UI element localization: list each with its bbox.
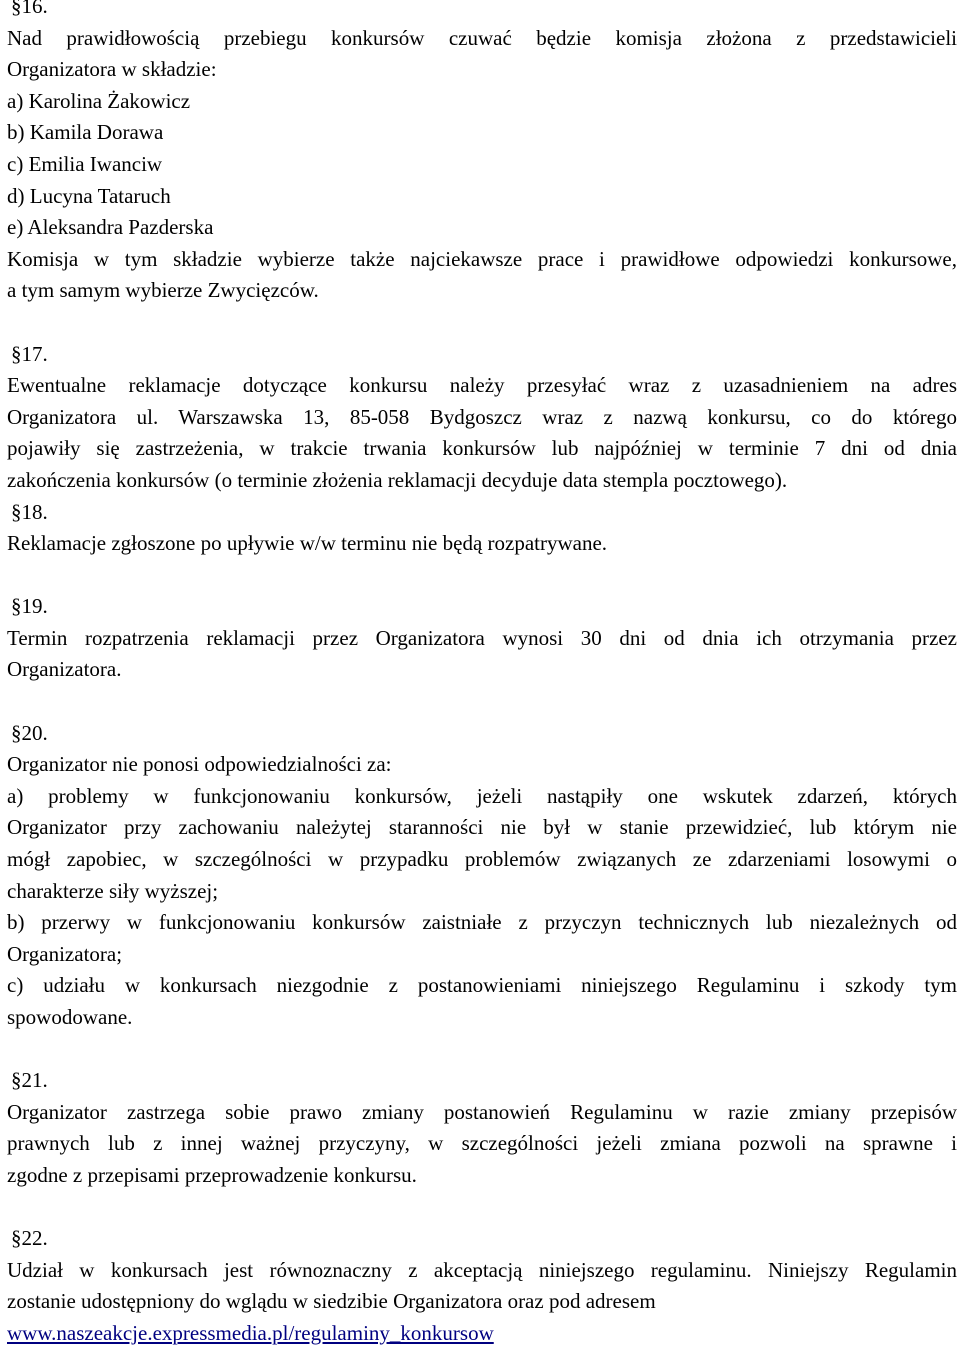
section-18-heading: §18. xyxy=(11,499,48,524)
spacer xyxy=(7,307,957,339)
section-21-line: prawnych lub z innej ważnej przyczyny, w szczególności jeżeli zmiana pozwoli na sprawne i xyxy=(7,1131,957,1156)
committee-member: d) Lucyna Tataruch xyxy=(7,183,171,208)
committee-member: a) Karolina Żakowicz xyxy=(7,88,191,113)
section-22-line: zostanie udostępniony do wglądu w siedzibie Organizatora oraz pod adresem xyxy=(7,1289,656,1314)
section-21-line: zgodne z przepisami przeprowadzenie konkursu. xyxy=(7,1162,417,1187)
section-20-heading: §20. xyxy=(11,720,48,745)
section-16-line: a tym samym wybierze Zwycięzców. xyxy=(7,278,319,303)
section-17-line: pojawiły się zastrzeżenia, w trakcie trwania konkursów lub najpóźniej w terminie 7 dni od dnia xyxy=(7,436,957,461)
section-20-line: spowodowane. xyxy=(7,1005,133,1029)
section-22-heading: §22. xyxy=(11,1226,48,1251)
spacer xyxy=(7,1192,957,1224)
section-16-line: Komisja w tym składzie wybierze także najciekawsze prace i prawidłowe odpowiedzi konkursowe, xyxy=(7,246,957,271)
regulations-link[interactable]: www.naszeakcje.expressmedia.pl/regulaminy_konkursow xyxy=(7,1320,494,1345)
section-20-line: Organizator przy zachowaniu należytej staranności nie był w stanie przewidzieć, lub którym nie xyxy=(7,815,957,840)
spacer xyxy=(7,686,957,718)
section-22-line: Udział w konkursach jest równoznaczny z akceptacją niniejszego regulaminu. Niniejszy Regulamin xyxy=(7,1257,957,1282)
section-16-line: Organizatora w składzie: xyxy=(7,57,217,82)
committee-member: e) Aleksandra Pazderska xyxy=(7,215,214,240)
section-21-line: Organizator zastrzega sobie prawo zmiany postanowień Regulaminu w razie zmiany przepisów xyxy=(7,1099,957,1124)
section-20-line: b) przerwy w funkcjonowaniu konkursów zaistniałe z przyczyn technicznych lub niezależnych od xyxy=(7,910,957,935)
spacer xyxy=(7,1034,957,1066)
committee-member: c) Emilia Iwanciw xyxy=(7,151,163,176)
section-17-heading: §17. xyxy=(11,341,48,366)
section-19-line: Organizatora. xyxy=(7,657,122,682)
section-20-line: mógł zapobiec, w szczególności w przypadku problemów związanych ze zdarzeniami losowymi o xyxy=(7,847,957,872)
section-20-line: a) problemy w funkcjonowaniu konkursów, jeżeli nastąpiły one wskutek zdarzeń, których xyxy=(7,783,957,808)
section-17-line: zakończenia konkursów (o terminie złożenia reklamacji decyduje data stempla pocztowego). xyxy=(7,467,788,492)
section-17-line: Ewentualne reklamacje dotyczące konkursu należy przesyłać wraz z uzasadnieniem na adres xyxy=(7,373,957,398)
committee-member: b) Kamila Dorawa xyxy=(7,120,164,145)
section-18-line: Reklamacje zgłoszone po upływie w/w terminu nie będą rozpatrywane. xyxy=(7,531,608,556)
section-20-line: c) udziału w konkursach niezgodnie z postanowieniami niniejszego Regulaminu i szkody tym xyxy=(7,973,957,998)
regulations-document xyxy=(7,0,957,1350)
section-20-line: Organizatora; xyxy=(7,941,123,966)
spacer xyxy=(7,560,957,592)
section-17-line: Organizatora ul. Warszawska 13, 85-058 Bydgoszcz wraz z nazwą konkursu, co do którego xyxy=(7,404,957,429)
section-19-line: Termin rozpatrzenia reklamacji przez Organizatora wynosi 30 dni od dnia ich otrzymania przez xyxy=(7,625,957,650)
section-20-line: charakterze siły wyższej; xyxy=(7,878,219,903)
section-16-heading: §16. xyxy=(11,0,48,18)
section-21-heading: §21. xyxy=(11,1068,48,1093)
section-19-heading: §19. xyxy=(11,594,48,619)
section-16-line: Nad prawidłowością przebiegu konkursów czuwać będzie komisja złożona z przedstawicieli xyxy=(7,25,957,50)
section-20-line: Organizator nie ponosi odpowiedzialności za: xyxy=(7,752,392,777)
